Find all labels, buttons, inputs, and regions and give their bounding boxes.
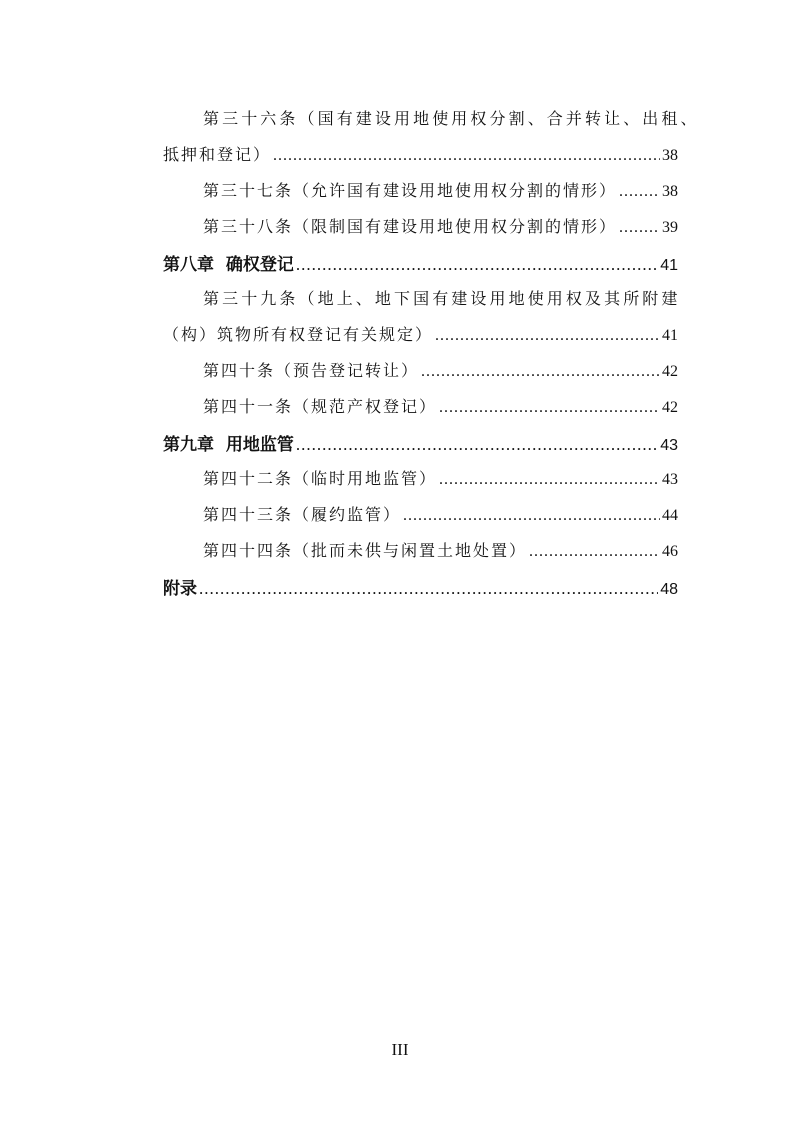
dot-leader (529, 542, 660, 562)
toc-entry-title: 第三十七条（允许国有建设用地使用权分割的情形） (203, 181, 618, 200)
toc-entry-title: 抵押和登记） (163, 145, 272, 164)
toc-chapter-8[interactable] (163, 247, 678, 283)
toc-entry-article-44[interactable] (163, 535, 678, 571)
toc-appendix[interactable] (163, 571, 678, 607)
toc-chapter-title: 附录 (163, 579, 197, 599)
toc-page-number: 48 (660, 581, 678, 598)
toc-entry-article-43[interactable] (163, 499, 678, 535)
dot-leader (435, 326, 660, 346)
dot-leader (273, 146, 660, 166)
dot-leader (619, 182, 660, 202)
toc-page-number: 38 (662, 147, 678, 164)
toc-entry-title: （构）筑物所有权登记有关规定） (163, 325, 434, 344)
dot-leader (439, 470, 660, 490)
dot-leader (296, 255, 658, 275)
toc-entry-article-36[interactable] (163, 103, 700, 139)
toc-entry-article-38[interactable] (163, 211, 678, 247)
toc-chapter-9[interactable] (163, 427, 678, 463)
toc-entry-article-37[interactable] (163, 175, 678, 211)
toc-entry-title: 第三十六条（国有建设用地使用权分割、合并转让、出租、 (203, 109, 700, 128)
toc-page-number: 39 (662, 219, 678, 236)
toc-page-number: 38 (662, 183, 678, 200)
toc-entry-article-41[interactable] (163, 391, 678, 427)
dot-leader (421, 362, 660, 382)
toc-page-number: 42 (662, 399, 678, 416)
toc-page-number: 43 (662, 471, 678, 488)
toc-entry-title: 第三十八条（限制国有建设用地使用权分割的情形） (203, 217, 618, 236)
toc-page-number: 43 (660, 437, 678, 454)
toc-chapter-title: 第八章 确权登记 (163, 255, 294, 275)
toc-page-number: 44 (662, 507, 678, 524)
toc-page-number: 42 (662, 363, 678, 380)
toc-entry-article-42[interactable] (163, 463, 678, 499)
toc-entry-title: 第四十三条（履约监管） (203, 505, 402, 524)
toc-chapter-title: 第九章 用地监管 (163, 435, 294, 455)
page-number-footer: III (391, 1040, 409, 1059)
toc-entry-title: 第三十九条（地上、地下国有建设用地使用权及其所附建 (203, 289, 681, 308)
toc-page-number: 41 (660, 257, 678, 274)
toc-entry-article-40[interactable] (163, 355, 678, 391)
toc-entry-title: 第四十条（预告登记转让） (203, 361, 420, 380)
toc-entry-title: 第四十四条（批而未供与闲置土地处置） (203, 541, 528, 560)
toc-entry-article-36-continued[interactable] (163, 139, 678, 175)
dot-leader (439, 398, 660, 418)
dot-leader (296, 435, 658, 455)
toc-entry-article-39[interactable] (163, 283, 681, 319)
dot-leader (619, 218, 660, 238)
toc-entry-article-39-continued[interactable] (163, 319, 678, 355)
toc-entry-title: 第四十一条（规范产权登记） (203, 397, 438, 416)
dot-leader (403, 506, 660, 526)
dot-leader (199, 579, 658, 599)
toc-page-number: 46 (662, 543, 678, 560)
toc-entry-title: 第四十二条（临时用地监管） (203, 469, 438, 488)
table-of-contents (163, 103, 700, 607)
toc-page-number: 41 (662, 327, 678, 344)
